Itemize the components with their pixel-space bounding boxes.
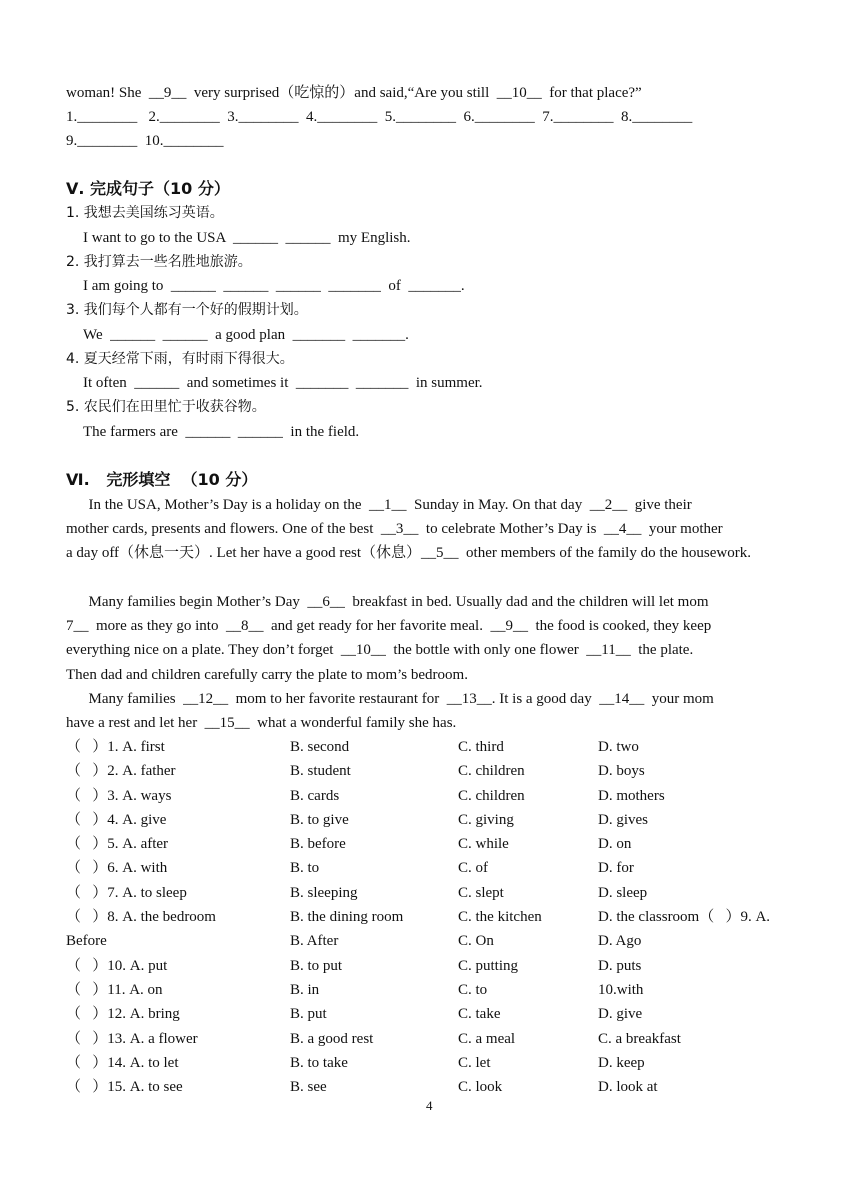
- option-d[interactable]: D. look at: [598, 1079, 658, 1095]
- sentence-5-english[interactable]: The farmers are ______ ______ in the field.: [83, 424, 360, 440]
- page-number: 4: [426, 1098, 433, 1113]
- option-d[interactable]: C. a breakfast: [598, 1031, 681, 1047]
- option-b[interactable]: B. to: [290, 860, 320, 876]
- sentence-3-chinese: 3. 我们每个人都有一个好的假期计划。: [66, 302, 308, 318]
- option-c[interactable]: C. giving: [458, 812, 514, 828]
- cloze-line-7: Then dad and children carefully carry the plate to mom’s bedroom.: [66, 667, 468, 683]
- option-c[interactable]: C. children: [458, 788, 525, 804]
- option-b[interactable]: B. put: [290, 1006, 327, 1022]
- option-c[interactable]: C. putting: [458, 958, 519, 974]
- cloze-line-8: Many families __12__ mom to her favorite restaurant for __13__. It is a good day __14__ your mom: [66, 691, 714, 707]
- option-a[interactable]: （ ）13. A. a flower: [66, 1031, 198, 1047]
- option-d[interactable]: D. sleep: [598, 885, 648, 901]
- option-a[interactable]: （ ）11. A. on: [66, 982, 163, 998]
- sentence-5-chinese: 5. 农民们在田里忙于收获谷物。: [66, 399, 266, 415]
- option-d[interactable]: D. for: [598, 860, 634, 876]
- option-d[interactable]: D. gives: [598, 812, 648, 828]
- option-b[interactable]: B. in: [290, 982, 320, 998]
- cloze-line-1: In the USA, Mother’s Day is a holiday on the __1__ Sunday in May. On that day __2__ give their: [66, 497, 692, 513]
- option-d[interactable]: D. give: [598, 1006, 643, 1022]
- cloze-line-4: Many families begin Mother’s Day __6__ breakfast in bed. Usually dad and the children will let mom: [66, 594, 709, 610]
- option-a[interactable]: （ ）8. A. the bedroom: [66, 909, 216, 925]
- option-c[interactable]: C. children: [458, 763, 525, 779]
- option-c[interactable]: C. take: [458, 1006, 501, 1022]
- sentence-1-english[interactable]: I want to go to the USA ______ ______ my English.: [83, 230, 411, 246]
- sentence-4-chinese: 4. 夏天经常下雨，有时雨下得很大。: [66, 351, 294, 367]
- option-d[interactable]: D. boys: [598, 763, 645, 779]
- option-b[interactable]: B. cards: [290, 788, 340, 804]
- option-c[interactable]: C. of: [458, 860, 488, 876]
- option-d[interactable]: 10.with: [598, 982, 644, 998]
- option-b[interactable]: B. to put: [290, 958, 343, 974]
- sentence-4-english[interactable]: It often ______ and sometimes it _______ _______ in summer.: [83, 375, 483, 391]
- option-b[interactable]: B. before: [290, 836, 346, 852]
- option-d[interactable]: D. on: [598, 836, 632, 852]
- option-d[interactable]: D. puts: [598, 958, 642, 974]
- cloze-line-6: everything nice on a plate. They don’t forget __10__ the bottle with only one flower __11__ the plate.: [66, 642, 694, 658]
- answer-blanks-row-2[interactable]: 9.________ 10.________: [66, 133, 224, 149]
- option-d[interactable]: D. mothers: [598, 788, 665, 804]
- option-a[interactable]: （ ）5. A. after: [66, 836, 169, 852]
- option-d[interactable]: D. keep: [598, 1055, 645, 1071]
- option-a[interactable]: （ ）3. A. ways: [66, 788, 172, 804]
- option-a[interactable]: （ ）4. A. give: [66, 812, 167, 828]
- cloze-line-3: a day off（休息一天）. Let her have a good rest（休息）__5__ other members of the family do the housework.: [66, 545, 751, 561]
- option-c[interactable]: C. let: [458, 1055, 491, 1071]
- option-c[interactable]: C. third: [458, 739, 504, 755]
- option-a[interactable]: （ ）1. A. first: [66, 739, 165, 755]
- option-d[interactable]: D. two: [598, 739, 639, 755]
- option-b[interactable]: B. see: [290, 1079, 327, 1095]
- option-d[interactable]: D. the classroom（ ）9. A.: [598, 909, 771, 925]
- section-6-heading: Ⅵ. 完形填空 （10 分）: [66, 470, 258, 489]
- option-a[interactable]: （ ）2. A. father: [66, 763, 176, 779]
- option-a[interactable]: （ ）7. A. to sleep: [66, 885, 187, 901]
- option-b[interactable]: B. student: [290, 763, 351, 779]
- sentence-1-chinese: 1. 我想去美国练习英语。: [66, 205, 224, 221]
- option-b[interactable]: B. to give: [290, 812, 349, 828]
- option-b[interactable]: B. After: [290, 933, 339, 949]
- option-a[interactable]: Before: [66, 933, 107, 949]
- option-b[interactable]: B. a good rest: [290, 1031, 374, 1047]
- option-b[interactable]: B. to take: [290, 1055, 348, 1071]
- cloze-line-2: mother cards, presents and flowers. One of the best __3__ to celebrate Mother’s Day is __4__ your mother: [66, 521, 723, 537]
- option-c[interactable]: C. a meal: [458, 1031, 516, 1047]
- option-d[interactable]: D. Ago: [598, 933, 642, 949]
- option-b[interactable]: B. second: [290, 739, 350, 755]
- option-c[interactable]: C. while: [458, 836, 509, 852]
- option-b[interactable]: B. sleeping: [290, 885, 358, 901]
- option-c[interactable]: C. slept: [458, 885, 504, 901]
- option-c[interactable]: C. look: [458, 1079, 503, 1095]
- sentence-2-chinese: 2. 我打算去一些名胜地旅游。: [66, 254, 252, 270]
- sentence-2-english[interactable]: I am going to ______ ______ ______ _______ of _______.: [83, 278, 465, 294]
- option-a[interactable]: （ ）6. A. with: [66, 860, 168, 876]
- option-c[interactable]: C. On: [458, 933, 494, 949]
- cloze-line-9: have a rest and let her __15__ what a wonderful family she has.: [66, 715, 457, 731]
- option-c[interactable]: C. to: [458, 982, 488, 998]
- option-c[interactable]: C. the kitchen: [458, 909, 542, 925]
- option-a[interactable]: （ ）15. A. to see: [66, 1079, 183, 1095]
- option-a[interactable]: （ ）10. A. put: [66, 958, 168, 974]
- option-b[interactable]: B. the dining room: [290, 909, 404, 925]
- option-a[interactable]: （ ）14. A. to let: [66, 1055, 179, 1071]
- sentence-3-english[interactable]: We ______ ______ a good plan _______ _______.: [83, 327, 409, 343]
- option-a[interactable]: （ ）12. A. bring: [66, 1006, 180, 1022]
- cloze-line-5: 7__ more as they go into __8__ and get ready for her favorite meal. __9__ the food is cooked, they keep: [66, 618, 712, 634]
- passage-line-end: woman! She __9__ very surprised（吃惊的）and said,“Are you still __10__ for that place?”: [66, 85, 642, 101]
- section-5-heading: Ⅴ. 完成句子（10 分）: [66, 179, 230, 198]
- answer-blanks-row-1[interactable]: 1.________ 2.________ 3.________ 4.________ 5.________ 6.________ 7.________ 8.________: [66, 109, 693, 125]
